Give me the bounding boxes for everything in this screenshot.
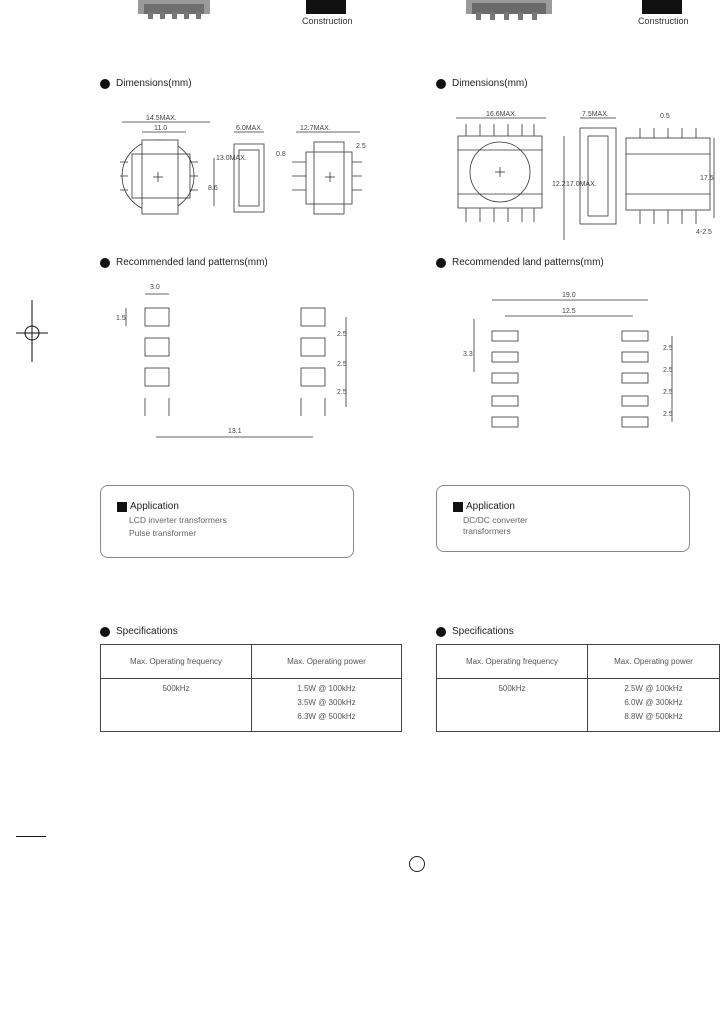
left-product-photo [138, 0, 210, 22]
right-dim-pitch: 4-2.5 [696, 229, 712, 236]
right-spec-power-cell [588, 679, 720, 732]
right-land-heading [436, 257, 604, 268]
right-construction-icon [642, 0, 682, 14]
right-application-line-2: transformers [463, 526, 511, 536]
right-dim-inner: 12.2 [552, 181, 566, 188]
square-bullet-icon [117, 502, 127, 512]
left-land-pitch-2: 2.5 [337, 361, 347, 368]
left-land-pad-height: 1.5 [116, 315, 126, 322]
right-spec-header-frequency: Max. Operating frequency [437, 645, 588, 679]
left-spec-table [100, 644, 402, 732]
left-land-heading-text: Recommended land patterns(mm) [116, 257, 268, 268]
right-land-pitch-4: 2.5 [663, 411, 673, 418]
right-construction-label: Construction [638, 16, 689, 26]
left-application-line-1: LCD inverter transformers [129, 515, 227, 525]
right-application-line-1: DC/DC converter [463, 515, 528, 525]
footer-rule [16, 836, 46, 837]
left-dim-pitch-a: 2.5 [356, 143, 366, 150]
bullet-icon [100, 79, 110, 89]
left-land-pattern-drawing [110, 280, 360, 440]
bullet-icon [436, 627, 446, 637]
left-dim-width-max: 14.5MAX. [146, 115, 177, 122]
left-land-heading [100, 257, 268, 268]
right-dimension-drawing [450, 106, 720, 256]
right-product-photo-image [466, 0, 552, 22]
left-land-pitch-3: 2.5 [337, 389, 347, 396]
right-land-pitch-2: 2.5 [663, 367, 673, 374]
left-spec-header-power: Max. Operating power [252, 645, 402, 679]
left-dimensions-heading [100, 78, 192, 89]
bullet-icon [100, 258, 110, 268]
left-land-pitch-1: 2.5 [337, 331, 347, 338]
left-product-photo-image [138, 0, 210, 22]
right-spec-frequency: 500kHz [437, 679, 588, 732]
right-land-pitch-1: 2.5 [663, 345, 673, 352]
right-dim-side: 17.5 [700, 175, 714, 182]
right-product-photo [466, 0, 552, 22]
right-specs-heading-text: Specifications [452, 626, 514, 637]
bullet-icon [100, 627, 110, 637]
left-land-span: 13.1 [228, 428, 242, 435]
left-application-line-2: Pulse transformer [129, 528, 197, 538]
registration-mark-icon [16, 300, 48, 362]
left-construction-icon [306, 0, 346, 14]
bullet-icon [436, 79, 446, 89]
left-land-pad-width: 3.0 [150, 284, 160, 291]
right-spec-header-power: Max. Operating power [588, 645, 720, 679]
right-land-heading-text: Recommended land patterns(mm) [452, 257, 604, 268]
left-construction-label: Construction [302, 16, 353, 26]
left-application-box [100, 485, 354, 558]
left-spec-frequency: 500kHz [101, 679, 252, 732]
right-application-box [436, 485, 690, 552]
right-spec-power-1: 2.5W @ 100kHz [624, 684, 683, 693]
right-land-pitch-3: 2.5 [663, 389, 673, 396]
right-land-pattern-drawing [450, 286, 690, 436]
left-dimension-drawing [110, 110, 370, 220]
right-dim-height-max: 17.0MAX. [566, 181, 597, 188]
left-dim-pin-span: 8.6 [208, 185, 218, 192]
left-dim-pitch-b: 0.8 [276, 151, 286, 158]
left-dim-depth-max: 6.0MAX. [236, 125, 263, 132]
right-land-span-outer: 19.0 [562, 292, 576, 299]
left-dimensions-heading-text: Dimensions(mm) [116, 78, 192, 89]
right-spec-table [436, 644, 720, 732]
right-land-span-inner: 12.5 [562, 308, 576, 315]
right-specs-heading [436, 626, 514, 637]
left-specs-heading-text: Specifications [116, 626, 178, 637]
left-spec-power-1: 1.5W @ 100kHz [297, 684, 356, 693]
right-application-title [453, 501, 515, 512]
left-dim-height-max: 13.0MAX. [216, 155, 247, 162]
right-application-title-text: Application [466, 501, 515, 512]
right-dim-depth-max: 7.5MAX. [582, 111, 609, 118]
bullet-icon [436, 258, 446, 268]
left-spec-header-frequency: Max. Operating frequency [101, 645, 252, 679]
left-spec-power-2: 3.5W @ 300kHz [297, 698, 356, 707]
right-dim-pin-gap: 0.5 [660, 113, 670, 120]
left-dim-side-max: 12.7MAX. [300, 125, 331, 132]
page-circle-icon [409, 856, 425, 872]
right-dim-width-max: 16.6MAX. [486, 111, 517, 118]
left-application-title [117, 501, 179, 512]
left-application-title-text: Application [130, 501, 179, 512]
right-spec-power-2: 6.0W @ 300kHz [624, 698, 683, 707]
right-land-pad-height: 3.3 [463, 351, 473, 358]
right-dimensions-heading-text: Dimensions(mm) [452, 78, 528, 89]
left-spec-power-cell [252, 679, 402, 732]
square-bullet-icon [453, 502, 463, 512]
left-spec-power-3: 6.3W @ 500kHz [297, 712, 356, 721]
left-dim-inner: 11.0 [154, 125, 168, 132]
right-dimensions-heading [436, 78, 528, 89]
left-specs-heading [100, 626, 178, 637]
right-spec-power-3: 8.8W @ 500kHz [624, 712, 683, 721]
